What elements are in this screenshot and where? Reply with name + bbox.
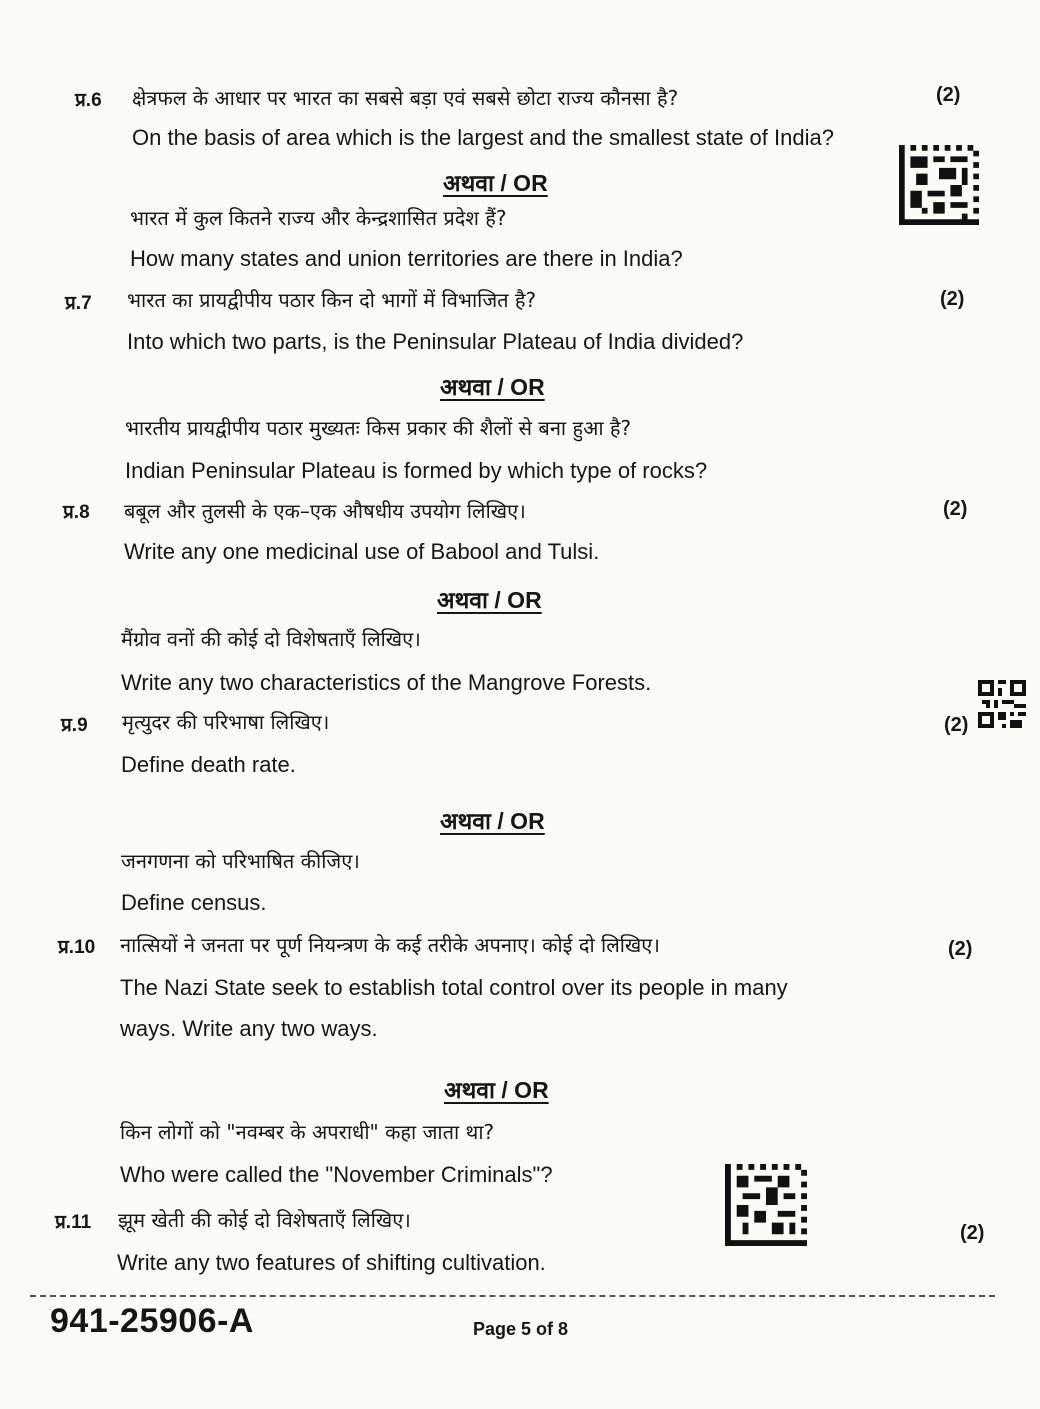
question-11-english: Write any two features of shifting cultivation. — [117, 1250, 546, 1275]
question-8-number: प्र.8 — [63, 502, 90, 523]
question-7-or-english: Indian Peninsular Plateau is formed by which type of rocks? — [125, 458, 708, 483]
question-7-number: प्र.7 — [65, 293, 92, 314]
question-6-or-english: How many states and union territories are there in India? — [130, 246, 683, 271]
question-8-english: Write any one medicinal use of Babool and Tulsi. — [124, 539, 600, 564]
question-7-or-hindi: भारतीय प्रायद्वीपीय पठार मुख्यतः किस प्रकार की शैलों से बना हुआ है? — [125, 416, 632, 440]
question-7-english: Into which two parts, is the Peninsular Plateau of India divided? — [127, 329, 744, 354]
question-11-hindi: झूम खेती की कोई दो विशेषताएँ लिखिए। — [118, 1208, 411, 1232]
question-8-marks: (2) — [943, 498, 968, 520]
question-10-or-hindi: किन लोगों को "नवम्बर के अपराधी" कहा जाता था? — [120, 1120, 495, 1144]
question-7-or-label: अथवा / OR — [440, 374, 545, 400]
question-9-marks: (2) — [944, 714, 969, 736]
question-10-or-label: अथवा / OR — [444, 1077, 549, 1103]
question-10-or-english: Who were called the "November Criminals"? — [120, 1162, 553, 1187]
datamatrix-code-bottom — [725, 1162, 807, 1248]
question-10-english-line2: ways. Write any two ways. — [120, 1016, 378, 1041]
question-10-english-line1: The Nazi State seek to establish total control over its people in many — [120, 975, 788, 1000]
datamatrix-code-top — [898, 145, 980, 225]
question-10-number: प्र.10 — [58, 937, 96, 958]
question-6-hindi: क्षेत्रफल के आधार पर भारत का सबसे बड़ा एवं सबसे छोटा राज्य कौनसा है? — [132, 86, 679, 110]
qr-code-small — [978, 680, 1026, 728]
question-7-hindi: भारत का प्रायद्वीपीय पठार किन दो भागों में विभाजित है? — [127, 288, 537, 312]
question-10-marks: (2) — [948, 938, 973, 960]
question-9-or-hindi: जनगणना को परिभाषित कीजिए। — [121, 849, 360, 873]
question-7-marks: (2) — [940, 288, 965, 310]
question-10-hindi: नात्सियों ने जनता पर पूर्ण नियन्त्रण के कई तरीके अपनाए। कोई दो लिखिए। — [120, 933, 660, 957]
question-6-english: On the basis of area which is the largest and the smallest state of India? — [132, 125, 834, 150]
question-6-or-label: अथवा / OR — [443, 170, 548, 196]
question-11-number: प्र.11 — [55, 1212, 92, 1233]
question-8-or-hindi: मैंग्रोव वनों की कोई दो विशेषताएँ लिखिए। — [121, 627, 421, 651]
question-9-or-english: Define census. — [121, 890, 267, 915]
question-9-or-label: अथवा / OR — [440, 808, 545, 834]
question-6-number: प्र.6 — [75, 90, 102, 111]
question-9-hindi: मृत्युदर की परिभाषा लिखिए। — [122, 710, 330, 734]
paper-code: 941-25906-A — [50, 1302, 254, 1340]
question-11-marks: (2) — [960, 1222, 985, 1244]
footer-divider — [30, 1295, 995, 1297]
question-8-or-english: Write any two characteristics of the Mangrove Forests. — [121, 670, 652, 695]
question-9-english: Define death rate. — [121, 752, 296, 777]
page-number: Page 5 of 8 — [473, 1319, 569, 1339]
question-6-or-hindi: भारत में कुल कितने राज्य और केन्द्रशासित प्रदेश हैं? — [130, 206, 507, 230]
question-8-or-label: अथवा / OR — [437, 587, 542, 613]
question-6-marks: (2) — [936, 84, 961, 106]
question-8-hindi: बबूल और तुलसी के एक–एक औषधीय उपयोग लिखिए। — [124, 499, 526, 523]
question-9-number: प्र.9 — [61, 715, 88, 736]
